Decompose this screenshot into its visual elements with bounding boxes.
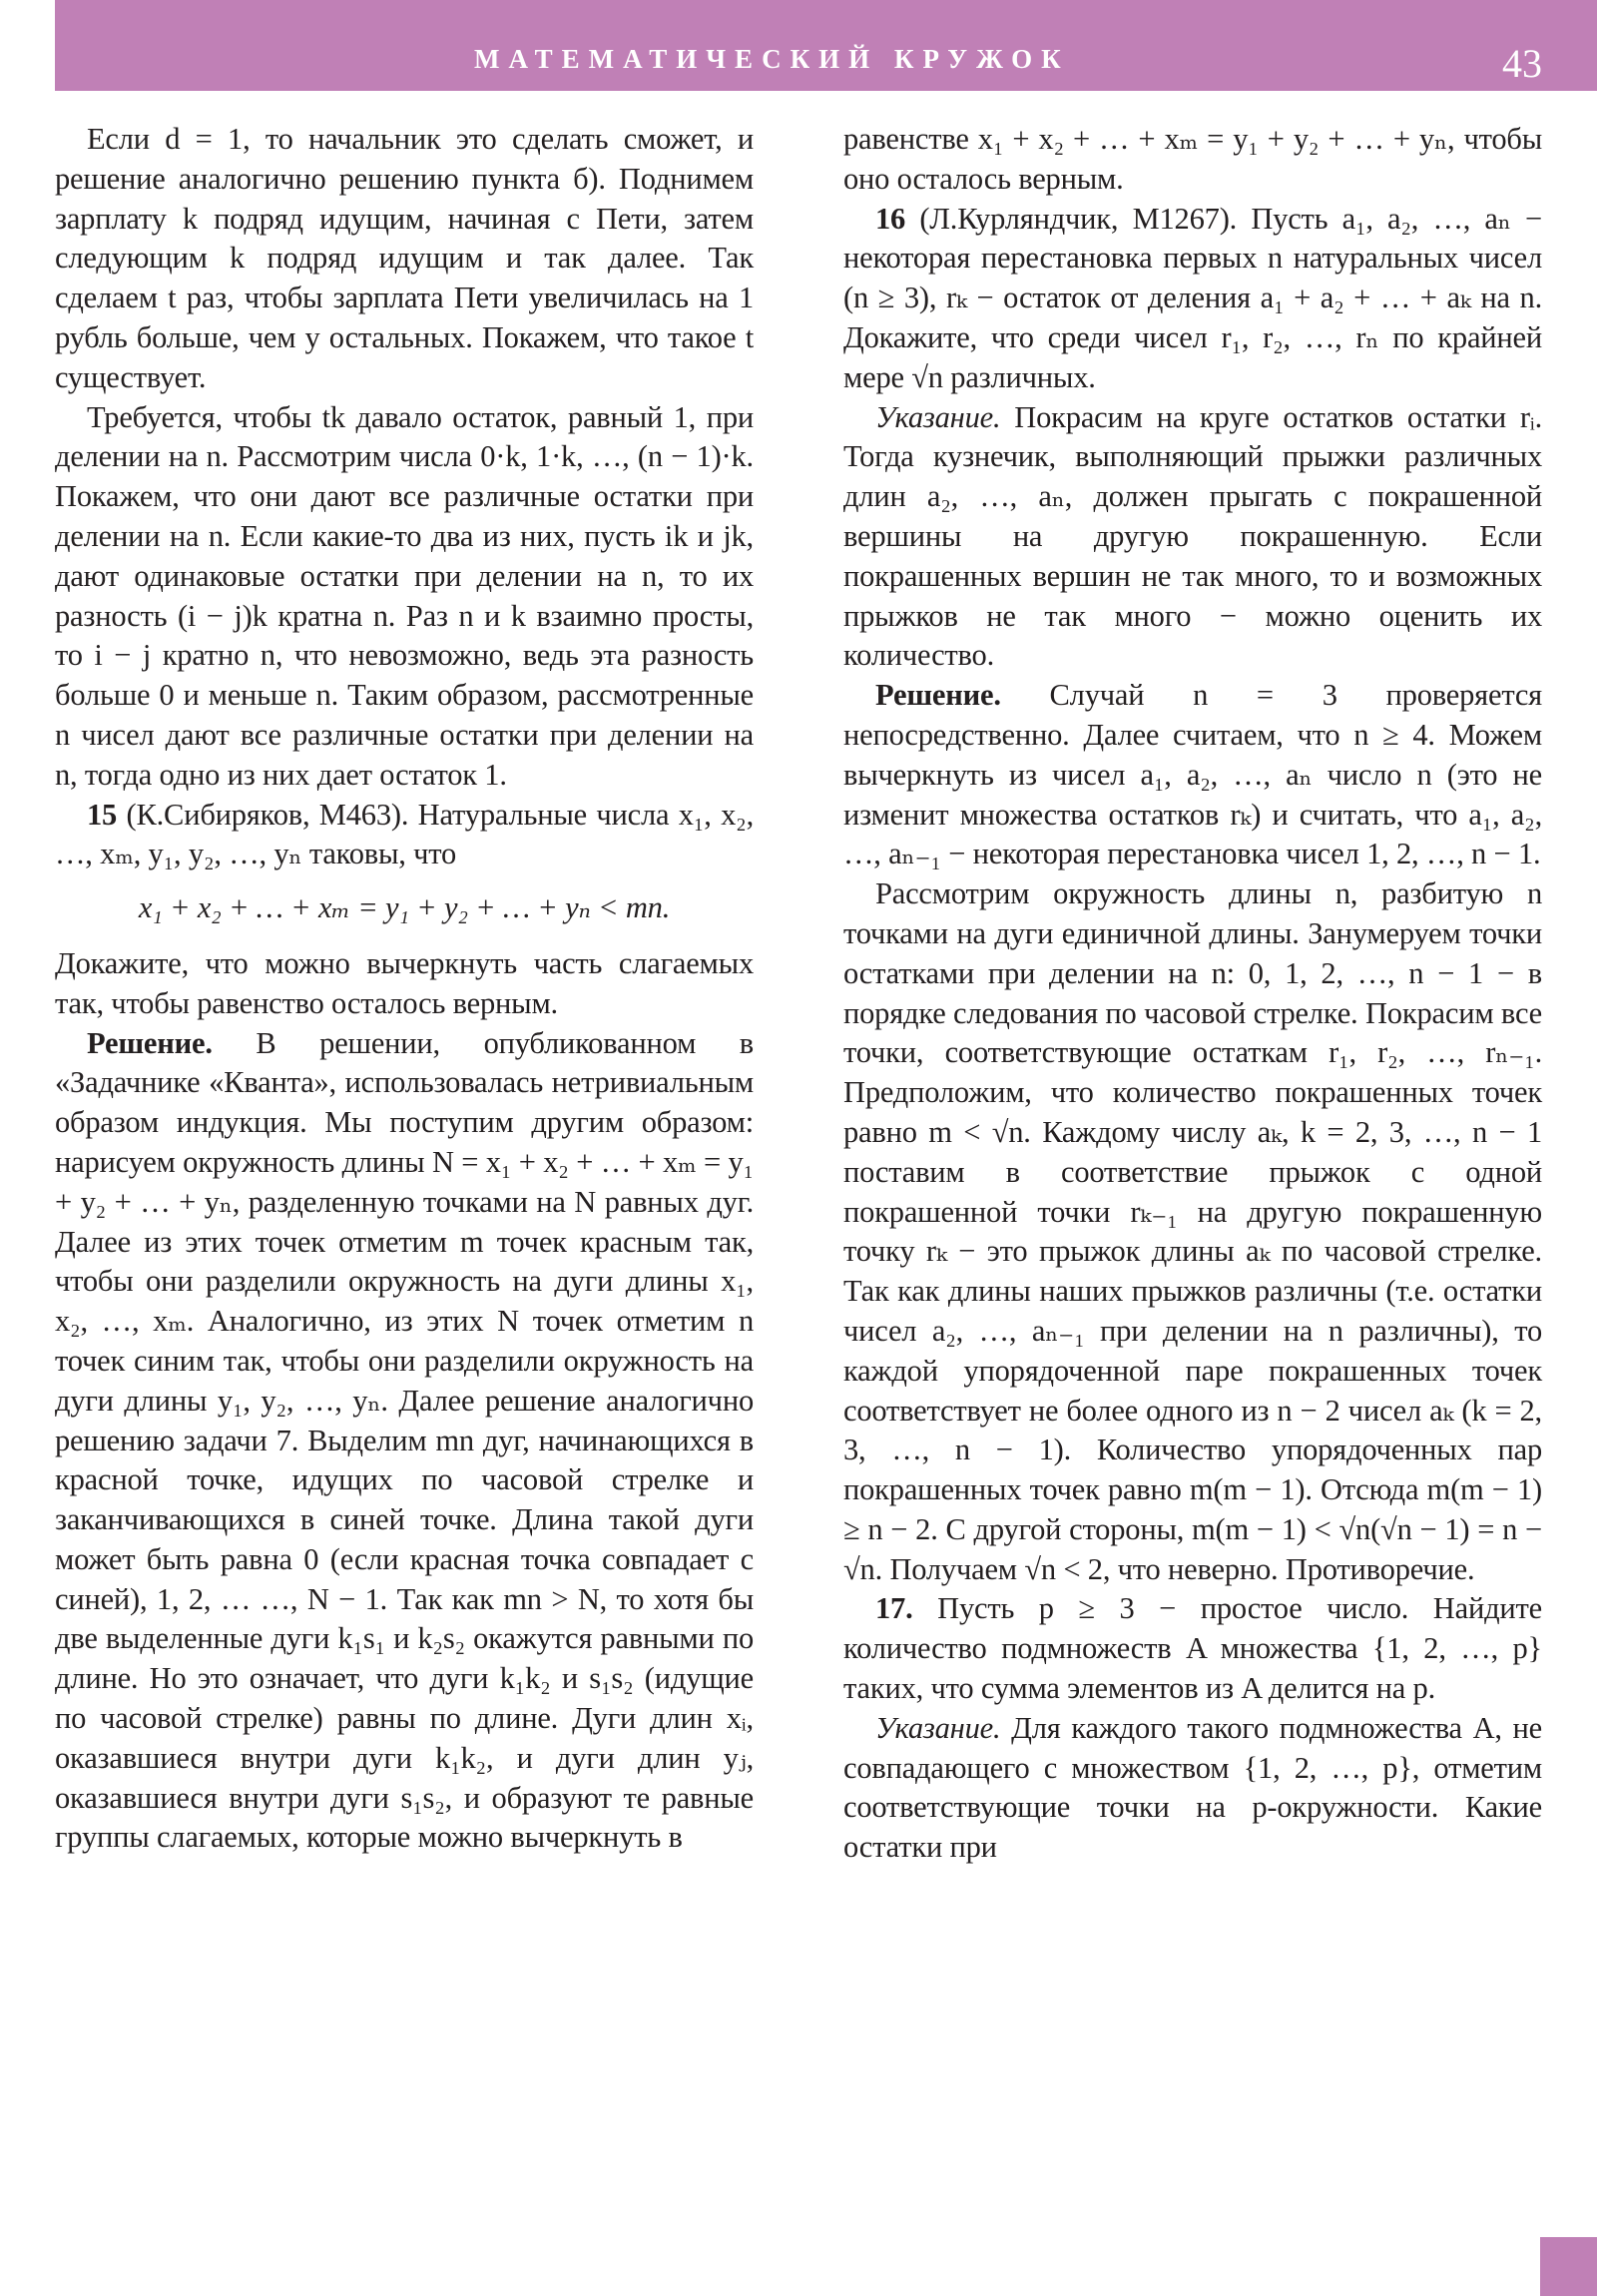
hint-label: Указание.	[875, 1710, 1001, 1745]
solution-text: В решении, опубликованном в «Задачнике «Кванта», использовалась нетривиальным образом индукция. Мы поступим другим образом: нарисуем окружность длины N = x₁ + x₂ + … + xₘ = y₁ + y₂ + … + yₙ, разделенную точками на N равных дуг. Далее из этих точек отметим m точек красным так, чтобы они разделили окружность на дуги длины x₁, x₂, …, xₘ. Аналогично, из этих N точек отметим n точек синим так, чтобы они разделили окружность на дуги длины y₁, y₂, …, yₙ. Далее решение аналогично решению задачи 7. Выделим mn дуг, начинающихся в красной точке, идущих по часовой стрелке и заканчивающихся в синей точке. Длина такой дуги может быть равна 0 (если красная точка совпадает с синей), 1, 2, … …, N − 1. Так как mn > N, то хотя бы две выделенные дуги k₁s₁ и k₂s₂ окажутся равными по длине. Но это означает, что дуги k₁k₂ и s₁s₂ (идущие по часовой стрелке) равны по длине. Дуги длин xᵢ, оказавшиеся внутри дуги k₁k₂, и дуги длин yⱼ, оказавшиеся внутри дуги s₁s₂, и образуют те равные группы слагаемых, которые можно вычеркнуть в	[55, 1025, 754, 1855]
solution-label: Решение.	[87, 1025, 213, 1060]
hint-text: Для каждого такого подмножества A, не совпадающего с множеством {1, 2, …, p}, отметим соответствующие точки на p-окружности. Какие остатки при	[843, 1710, 1542, 1865]
hint	[843, 1709, 1542, 1868]
problem-text: (К.Сибиряков, М463). Натуральные числа x₁, x₂, …, xₘ, y₁, y₂, …, yₙ таковы, что	[55, 797, 754, 871]
problem-17	[843, 1589, 1542, 1708]
solution	[843, 676, 1542, 874]
paragraph: равенстве x₁ + x₂ + … + xₘ = y₁ + y₂ + … + yₙ, чтобы оно осталось верным.	[843, 122, 1542, 196]
formula: x₁ + x₂ + … + xₘ = y₁ + y₂ + … + yₙ < mn.	[138, 890, 671, 925]
hint	[843, 398, 1542, 677]
paragraph: Докажите, что можно вычеркнуть часть слагаемых так, чтобы равенство осталось верным.	[55, 945, 754, 1020]
solution-label: Решение.	[875, 678, 1001, 713]
solution	[55, 1024, 754, 1859]
hint-text: Покрасим на круге остатков остатки rᵢ. Тогда кузнечик, выполняющий прыжки различных длин a₂, …, aₙ, должен прыгать с покрашенной вершины на другую покрашенную. Если покрашенных вершин не так много, то и возможных прыжков не так много − можно оценить их количество.	[843, 399, 1542, 673]
problem-number: 16	[875, 201, 906, 236]
hint-label: Указание.	[875, 399, 1001, 434]
problem-15	[55, 796, 754, 875]
page-number: 43	[1502, 41, 1542, 86]
page-header-band	[55, 0, 1597, 91]
paragraph: Рассмотрим окружность длины n, разбитую n точками на дуги единичной длины. Занумеруем точки остатками при делении на n: 0, 1, 2, …, n − 1 − в порядке следования по часовой стрелке. Покрасим все точки, соответствующие остаткам r₁, r₂, …, rₙ₋₁. Предположим, что количество покрашенных точек равно m < √n. Каждому числу aₖ, k = 2, 3, …, n − 1 поставим в соответствие прыжок с одной покрашенной точки rₖ₋₁ на другую покрашенную точку rₖ − это прыжок длины aₖ по часовой стрелке. Так как длины наших прыжков различны (т.е. остатки чисел a₂, …, aₙ₋₁ при делении на n различны), то каждой упорядоченной паре покрашенных точек соответствует не более одного из n − 2 чисел aₖ (k = 2, 3, …, n − 1). Количество упорядоченных пар покрашенных точек равно m(m − 1). Отсюда m(m − 1) ≥ n − 2. С другой стороны, m(m − 1) < √n(√n − 1) = n − √n. Получаем √n < 2, что неверно. Противоречие.	[843, 876, 1542, 1586]
solution-text: Случай n = 3 проверяется непосредственно. Далее считаем, что n ≥ 4. Можем вычеркнуть из чисел a₁, a₂, …, aₙ число n (это не изменит множества остатков rₖ) и считать, что a₁, a₂, …, aₙ₋₁ − некоторая перестановка чисел 1, 2, …, n − 1.	[843, 678, 1542, 871]
corner-decoration	[1540, 2237, 1597, 2296]
problem-number: 17.	[875, 1591, 913, 1626]
problem-16	[843, 200, 1542, 398]
problem-text: Пусть p ≥ 3 − простое число. Найдите количество подмножеств A множества {1, 2, …, p} таких, что сумма элементов из A делится на p.	[843, 1591, 1542, 1706]
paragraph: Если d = 1, то начальник это сделать сможет, и решение аналогично решению пункта б). Поднимем зарплату k подряд идущим, начиная с Пети, затем следующим k подряд идущим и так далее. Так сделаем t раз, чтобы зарплата Пети увеличилась на 1 рубль больше, чем у остальных. Покажем, что такое t существует.	[55, 122, 754, 394]
paragraph: Требуется, чтобы tk давало остаток, равный 1, при делении на n. Рассмотрим числа 0·k, 1·k, …, (n − 1)·k. Покажем, что они дают все различные остатки при делении на n. Если какие-то два из них, пусть ik и jk, дают одинаковые остатки при делении на n, то их разность (i − j)k кратна n. Раз n и k взаимно просты, то i − j кратно n, что невозможно, ведь эта разность больше 0 и меньше n. Таким образом, рассмотренные n чисел дают все различные остатки при делении на n, тогда одно из них дает остаток 1.	[55, 399, 754, 792]
left-column	[55, 120, 754, 1858]
right-column	[843, 120, 1542, 1868]
section-title: МАТЕМАТИЧЕСКИЙ КРУЖОК	[474, 44, 1070, 74]
problem-text: (Л.Курляндчик, М1267). Пусть a₁, a₂, …, aₙ − некоторая перестановка первых n натуральных чисел (n ≥ 3), rₖ − остаток от деления a₁ + a₂ + … + aₖ на n. Докажите, что среди чисел r₁, r₂, …, rₙ по крайней мере √n различных.	[843, 201, 1542, 394]
problem-number: 15	[87, 797, 118, 832]
